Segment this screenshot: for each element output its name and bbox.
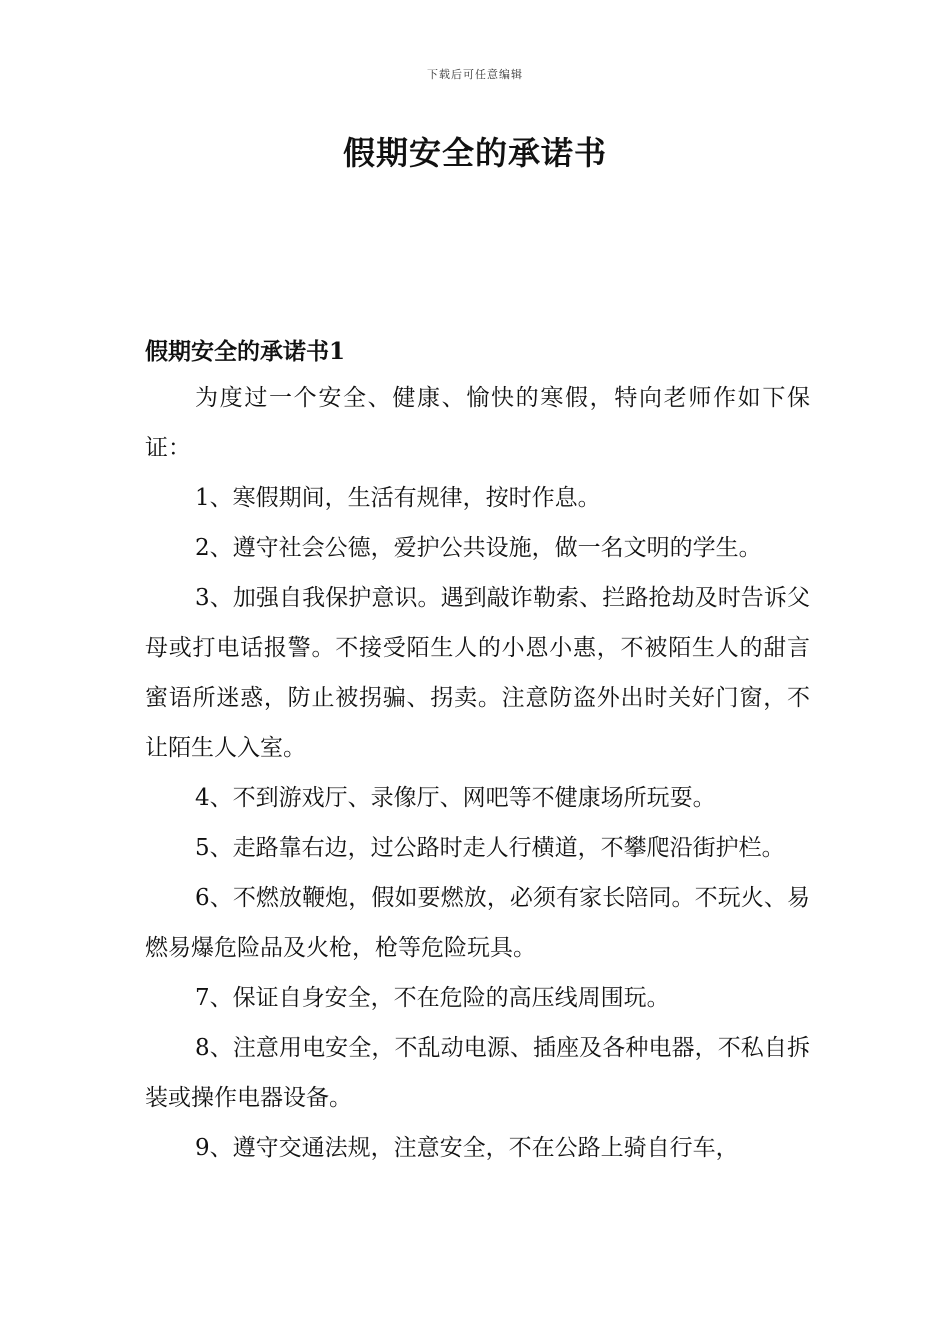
paragraph-item-9: 9、遵守交通法规，注意安全，不在公路上骑自行车， bbox=[195, 1135, 739, 1161]
paragraph-item-5: 5、走路靠右边，过公路时走人行横道，不攀爬沿街护栏。 bbox=[195, 835, 785, 861]
paragraph-item-1: 1、寒假期间，生活有规律，按时作息。 bbox=[195, 485, 601, 511]
paragraph-item-4: 4、不到游戏厅、录像厅、网吧等不健康场所玩耍。 bbox=[195, 785, 716, 811]
section-heading: 假期安全的承诺书1 bbox=[145, 338, 346, 365]
header-note: 下载后可任意编辑 bbox=[427, 68, 523, 81]
paragraph-item-6: 6、不燃放鞭炮，假如要燃放，必须有家长陪同。不玩火、易燃易爆危险品及火枪，枪等危险玩具。 bbox=[145, 885, 810, 961]
paragraph-item-3: 3、加强自我保护意识。遇到敲诈勒索、拦路抢劫及时告诉父母或打电话报警。不接受陌生人的小恩小惠，不被陌生人的甜言蜜语所迷惑，防止被拐骗、拐卖。注意防盗外出时关好门窗，不让陌生人入室。 bbox=[145, 585, 810, 761]
paragraph-item-7: 7、保证自身安全，不在危险的高压线周围玩。 bbox=[195, 985, 670, 1011]
document-title: 假期安全的承诺书 bbox=[342, 134, 607, 172]
paragraph-intro: 为度过一个安全、健康、愉快的寒假，特向老师作如下保证： bbox=[145, 385, 810, 461]
paragraph-item-2: 2、遵守社会公德，爱护公共设施，做一名文明的学生。 bbox=[195, 535, 762, 561]
paragraph-item-8: 8、注意用电安全，不乱动电源、插座及各种电器，不私自拆装或操作电器设备。 bbox=[145, 1035, 810, 1111]
document-body bbox=[145, 373, 810, 1173]
